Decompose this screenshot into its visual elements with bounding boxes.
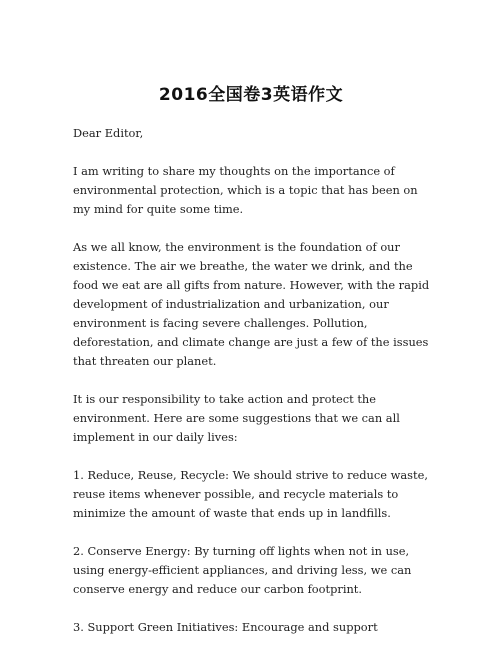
paragraph-suggestion-3: 3. Support Green Initiatives: Encourage and support [73, 620, 378, 634]
paragraph-suggestion-1: 1. Reduce, Reuse, Recycle: We should strive to reduce waste, reuse items whenever possible, and recycle materials to minimize the amount of waste that ends up in landfills. [73, 468, 428, 520]
paragraph-intro: I am writing to share my thoughts on the importance of environmental protection, which is a topic that has been on my mind for quite some time. [73, 164, 418, 216]
salutation: Dear Editor, [73, 126, 144, 140]
paragraph-environment: As we all know, the environment is the foundation of our existence. The air we breathe, the water we drink, and the food we eat are all gifts from nature. However, with the rapid development of industrialization and urbanization, our environment is facing severe challenges. Pollution, deforestation, and climate change are just a few of the issues that threaten our planet. [73, 240, 430, 368]
paragraph-responsibility: It is our responsibility to take action and protect the environment. Here are some suggestions that we can all implement in our daily lives: [73, 392, 400, 444]
document-title: 2016全国卷3英语作文 [158, 85, 344, 105]
document-body [73, 124, 433, 656]
paragraph-suggestion-2: 2. Conserve Energy: By turning off lights when not in use, using energy-efficient appliances, and driving less, we can conserve energy and reduce our carbon footprint. [73, 544, 412, 596]
